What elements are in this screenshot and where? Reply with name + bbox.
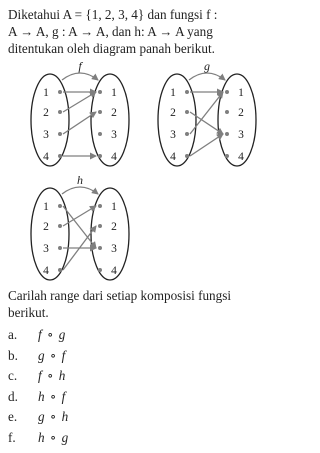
codomain-point xyxy=(225,110,229,114)
domain-element: 3 xyxy=(43,129,49,141)
codomain-ellipse xyxy=(91,74,129,166)
intro-line-1: Diketahui A = {1, 2, 3, 4} dan fungsi f : xyxy=(8,7,218,22)
domain-element: 3 xyxy=(43,243,49,255)
domain-point xyxy=(58,90,62,94)
option-letter: d. xyxy=(8,388,18,404)
codomain-point xyxy=(225,132,229,136)
domain-ellipse xyxy=(158,74,196,166)
domain-ellipse xyxy=(31,74,69,166)
option-item xyxy=(8,387,69,408)
option-letter: e. xyxy=(8,409,18,425)
codomain-element: 4 xyxy=(238,151,244,163)
option-expression: g ∘ h xyxy=(38,409,70,425)
options-list xyxy=(8,325,69,448)
domain-point xyxy=(185,154,189,158)
codomain-element: 1 xyxy=(111,87,117,99)
codomain-element: 3 xyxy=(111,243,117,255)
option-item xyxy=(8,428,69,449)
codomain-point xyxy=(98,204,102,208)
domain-point xyxy=(58,154,62,158)
domain-point xyxy=(58,268,62,272)
codomain-element: 1 xyxy=(238,87,244,99)
arrow-diagram-g xyxy=(155,59,275,172)
option-expression: h ∘ g xyxy=(38,429,70,445)
codomain-point xyxy=(98,224,102,228)
domain-point xyxy=(58,110,62,114)
arrow-diagram-f xyxy=(28,59,148,172)
option-letter: c. xyxy=(8,368,18,384)
option-item xyxy=(8,346,69,367)
codomain-point xyxy=(225,154,229,158)
codomain-element: 2 xyxy=(111,221,117,233)
function-name-arrow xyxy=(62,187,98,194)
codomain-point xyxy=(98,110,102,114)
intro-line-2: A → A, g : A → A, dan h: A → A yang xyxy=(8,24,213,39)
domain-ellipse xyxy=(31,188,69,280)
intro-line-3: ditentukan oleh diagram panah berikut. xyxy=(8,41,215,56)
option-letter: b. xyxy=(8,347,18,363)
codomain-point xyxy=(98,90,102,94)
codomain-element: 3 xyxy=(238,129,244,141)
domain-point xyxy=(58,224,62,228)
domain-point xyxy=(185,132,189,136)
codomain-element: 2 xyxy=(238,107,244,119)
domain-element: 4 xyxy=(43,151,49,163)
domain-element: 2 xyxy=(170,107,176,119)
domain-point xyxy=(185,90,189,94)
domain-point xyxy=(58,246,62,250)
function-name-arrow xyxy=(62,73,98,80)
domain-element: 1 xyxy=(43,201,49,213)
codomain-element: 1 xyxy=(111,201,117,213)
function-label: f xyxy=(78,59,82,73)
codomain-ellipse xyxy=(91,188,129,280)
function-label: h xyxy=(77,173,83,187)
domain-element: 2 xyxy=(43,221,49,233)
option-letter: f. xyxy=(8,429,16,445)
question-line-1: Carilah range dari setiap komposisi fungsi xyxy=(8,288,232,303)
arrow-diagram-h xyxy=(28,173,148,286)
function-label: g xyxy=(204,59,210,73)
function-name-arrow xyxy=(189,73,225,80)
codomain-element: 2 xyxy=(111,107,117,119)
codomain-point xyxy=(98,246,102,250)
codomain-point xyxy=(225,90,229,94)
codomain-element: 3 xyxy=(111,129,117,141)
option-expression: f ∘ g xyxy=(38,327,67,343)
domain-point xyxy=(185,110,189,114)
domain-point xyxy=(58,132,62,136)
codomain-point xyxy=(98,268,102,272)
domain-element: 1 xyxy=(43,87,49,99)
question-text xyxy=(8,287,290,321)
option-item xyxy=(8,366,69,387)
domain-element: 3 xyxy=(170,129,176,141)
codomain-element: 4 xyxy=(111,265,117,277)
option-expression: g ∘ f xyxy=(38,347,67,363)
codomain-element: 4 xyxy=(111,151,117,163)
domain-point xyxy=(58,204,62,208)
option-expression: h ∘ f xyxy=(38,388,67,404)
domain-element: 4 xyxy=(170,151,176,163)
domain-element: 1 xyxy=(170,87,176,99)
problem-intro xyxy=(8,6,290,57)
option-letter: a. xyxy=(8,327,18,343)
domain-element: 2 xyxy=(43,107,49,119)
option-item xyxy=(8,407,69,428)
domain-element: 4 xyxy=(43,265,49,277)
codomain-point xyxy=(98,132,102,136)
option-expression: f ∘ h xyxy=(38,368,67,384)
question-line-2: berikut. xyxy=(8,305,49,320)
option-item xyxy=(8,325,69,346)
codomain-ellipse xyxy=(218,74,256,166)
codomain-point xyxy=(98,154,102,158)
